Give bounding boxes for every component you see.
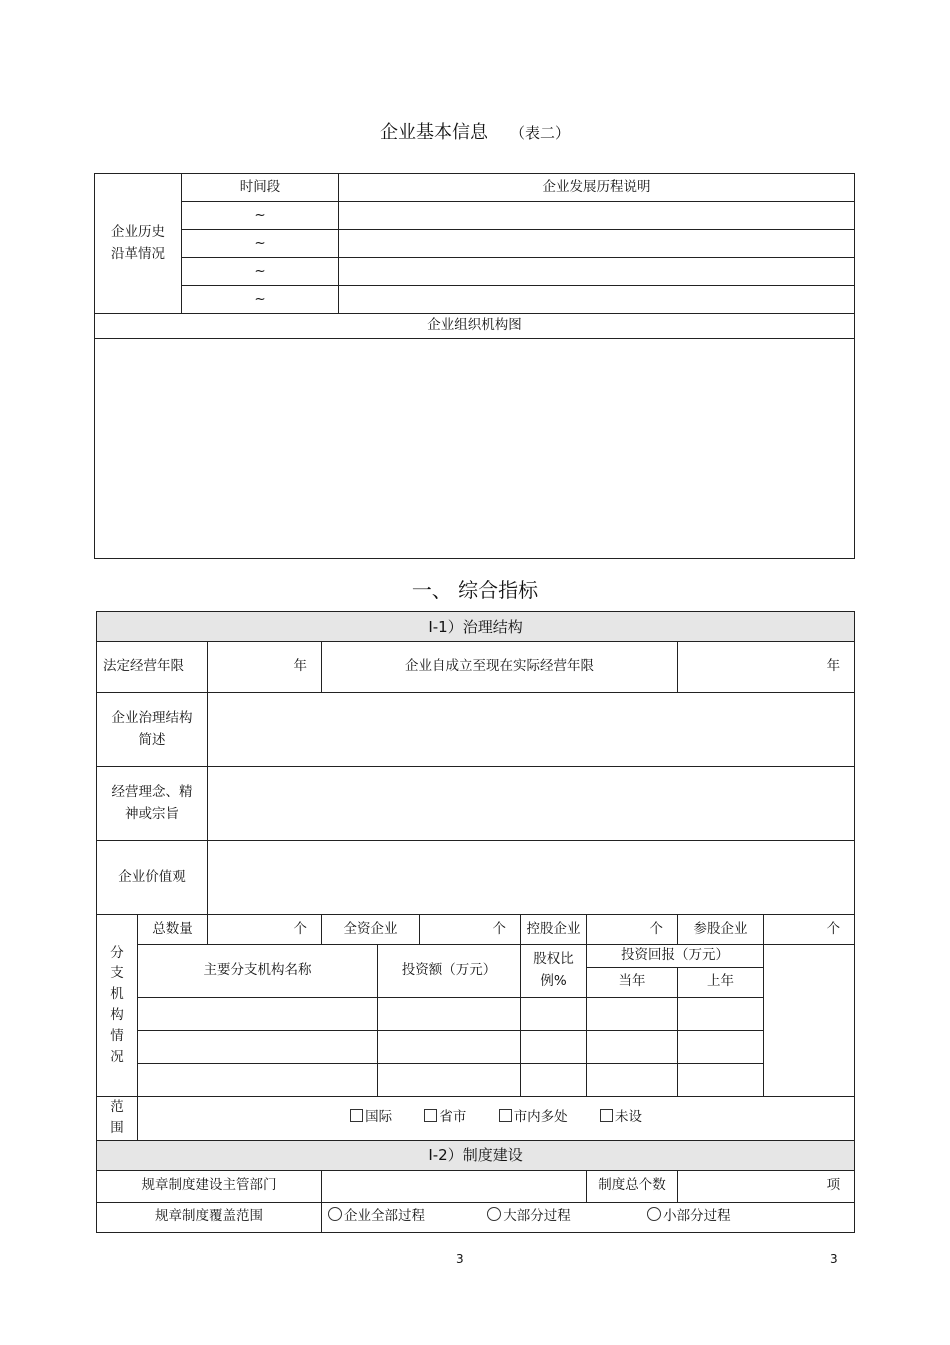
investment-cell[interactable] — [378, 1063, 521, 1096]
last-year-cell[interactable] — [678, 997, 764, 1030]
share-label: 参股企业 — [678, 915, 764, 945]
org-chart-label: 企业组织机构图 — [95, 314, 855, 339]
scope-option-none[interactable]: 未设 — [600, 1109, 642, 1125]
scope-options — [138, 1096, 855, 1140]
share-value[interactable]: 个 — [764, 915, 855, 945]
legal-years-label: 法定经营年限 — [97, 642, 208, 693]
values-label: 企业价值观 — [97, 841, 208, 915]
branch-name-cell[interactable] — [138, 1030, 378, 1063]
scope-option-intl[interactable]: 国际 — [350, 1109, 392, 1125]
history-table — [94, 173, 855, 559]
branch-side-label: 分 支 机 构 情 况 — [97, 915, 138, 1097]
coverage-option-few[interactable]: 小部分过程 — [647, 1208, 731, 1224]
investment-cell[interactable] — [378, 1030, 521, 1063]
coverage-option-most[interactable]: 大部分过程 — [487, 1208, 571, 1224]
legal-years-value[interactable]: 年 — [208, 642, 322, 693]
rules-dept-field[interactable] — [322, 1170, 587, 1202]
scope-label: 范 围 — [97, 1096, 138, 1140]
radio-icon — [328, 1207, 342, 1221]
checkbox-icon — [350, 1109, 363, 1122]
branch-name-cell[interactable] — [138, 997, 378, 1030]
actual-years-value[interactable]: 年 — [678, 642, 855, 693]
gov-desc-label: 企业治理结构 简述 — [97, 693, 208, 767]
coverage-options — [322, 1202, 855, 1232]
coverage-label: 规章制度覆盖范围 — [97, 1202, 322, 1232]
this-year-header: 当年 — [587, 967, 678, 997]
desc-cell[interactable] — [339, 230, 855, 258]
equity-cell[interactable] — [521, 1030, 587, 1063]
coverage-option-all[interactable]: 企业全部过程 — [328, 1208, 425, 1224]
title-note: （表二） — [509, 124, 570, 142]
values-field[interactable] — [208, 841, 855, 915]
gov-desc-field[interactable] — [208, 693, 855, 767]
rules-count-label: 制度总个数 — [587, 1170, 678, 1202]
col-period-header: 时间段 — [182, 174, 339, 202]
last-year-cell[interactable] — [678, 1030, 764, 1063]
actual-years-label: 企业自成立至现在实际经营年限 — [322, 642, 678, 693]
last-year-cell[interactable] — [678, 1063, 764, 1096]
indicators-table — [96, 611, 855, 1233]
period-cell[interactable]: ~ — [182, 286, 339, 314]
radio-icon — [647, 1207, 661, 1221]
period-cell[interactable]: ~ — [182, 258, 339, 286]
return-header: 投资回报（万元） — [587, 945, 764, 968]
page-number-right: 3 — [830, 1252, 838, 1266]
section-bar-rules: I-2）制度建设 — [97, 1140, 855, 1170]
this-year-cell[interactable] — [587, 997, 678, 1030]
radio-icon — [487, 1207, 501, 1221]
scope-option-province[interactable]: 省市 — [424, 1109, 466, 1125]
page-number-center: 3 — [456, 1252, 464, 1266]
wholly-owned-label: 全资企业 — [322, 915, 420, 945]
checkbox-icon — [424, 1109, 437, 1122]
section-bar-governance: I-1）治理结构 — [97, 612, 855, 642]
title-text: 企业基本信息 — [379, 122, 488, 143]
org-chart-area[interactable] — [95, 339, 855, 559]
equity-cell[interactable] — [521, 1063, 587, 1096]
section-heading: 一、 综合指标 — [411, 578, 539, 602]
equity-cell[interactable] — [521, 997, 587, 1030]
main-branch-name-header: 主要分支机构名称 — [138, 945, 378, 998]
last-year-header: 上年 — [678, 967, 764, 997]
period-cell[interactable]: ~ — [182, 230, 339, 258]
branch-name-cell[interactable] — [138, 1063, 378, 1096]
page-title — [0, 118, 950, 144]
philosophy-field[interactable] — [208, 767, 855, 841]
col-desc-header: 企业发展历程说明 — [339, 174, 855, 202]
period-cell[interactable]: ~ — [182, 202, 339, 230]
desc-cell[interactable] — [339, 202, 855, 230]
this-year-cell[interactable] — [587, 1063, 678, 1096]
rules-count-value[interactable]: 项 — [678, 1170, 855, 1202]
desc-cell[interactable] — [339, 258, 855, 286]
investment-cell[interactable] — [378, 997, 521, 1030]
investment-header: 投资额（万元） — [378, 945, 521, 998]
scope-option-city[interactable]: 市内多处 — [499, 1109, 568, 1125]
history-label: 企业历史 沿革情况 — [95, 174, 182, 314]
checkbox-icon — [499, 1109, 512, 1122]
equity-ratio-header: 股权比 例% — [521, 945, 587, 998]
desc-cell[interactable] — [339, 286, 855, 314]
holding-value[interactable]: 个 — [587, 915, 678, 945]
this-year-cell[interactable] — [587, 1030, 678, 1063]
philosophy-label: 经营理念、精 神或宗旨 — [97, 767, 208, 841]
branch-total-value[interactable]: 个 — [208, 915, 322, 945]
wholly-owned-value[interactable]: 个 — [420, 915, 521, 945]
checkbox-icon — [600, 1109, 613, 1122]
branch-total-label: 总数量 — [138, 915, 208, 945]
holding-label: 控股企业 — [521, 915, 587, 945]
rules-dept-label: 规章制度建设主管部门 — [97, 1170, 322, 1202]
